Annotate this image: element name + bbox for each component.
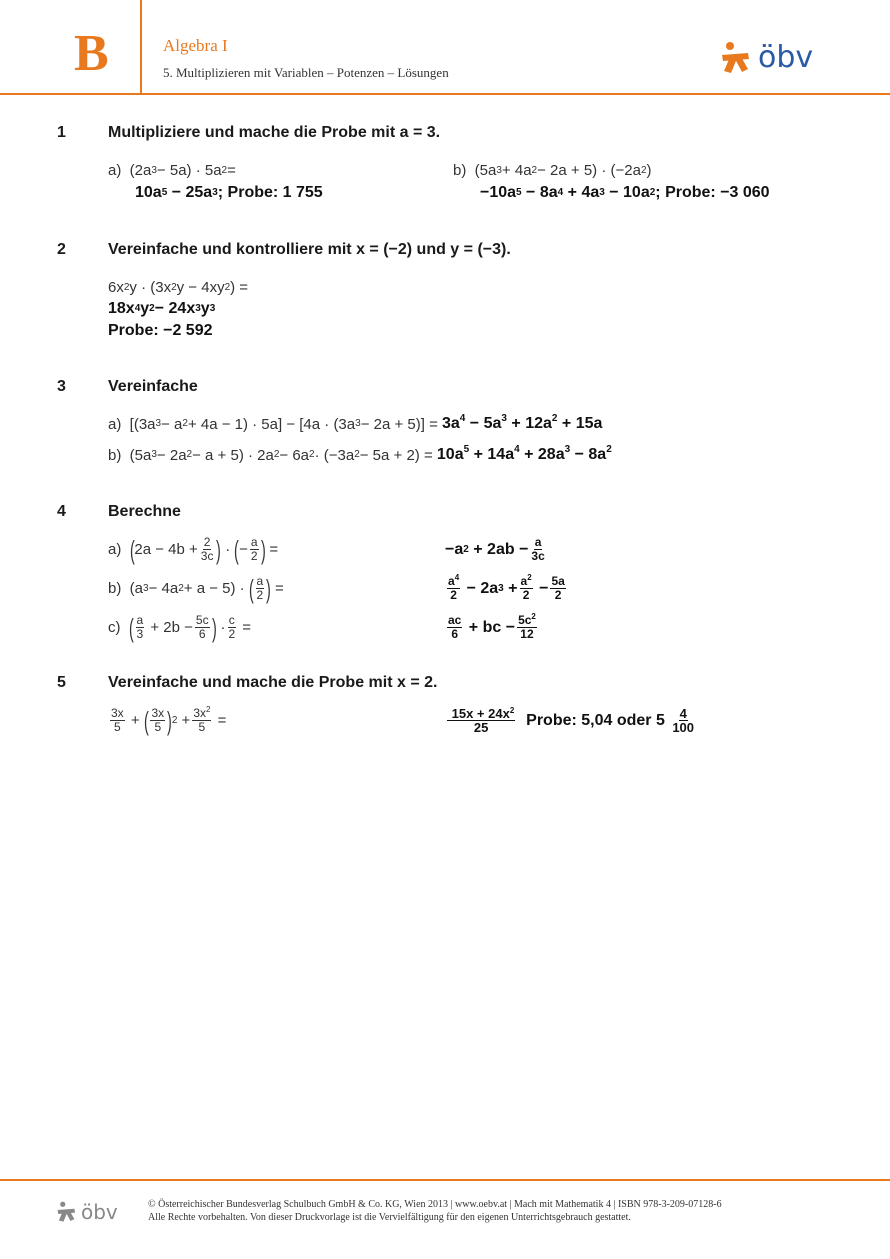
- task-1b-result: −10a 5 − 8a 4 + 4a 3 − 10a 2 ; Probe: −3 060: [480, 184, 770, 201]
- task-1a-label: a): [108, 162, 122, 179]
- task-2-result: 18x 4 y 2 − 24x 3 y 3: [108, 300, 216, 317]
- footer-logo-text: öbv: [81, 1200, 118, 1224]
- task-1a-probe: ; Probe: 1 755: [217, 184, 323, 201]
- task-1-number: 1: [57, 124, 66, 141]
- task-2-probe: Probe: −2 592: [108, 322, 213, 339]
- task-4-title: Berechne: [108, 503, 181, 520]
- header-rule: [0, 93, 890, 95]
- header-divider: [140, 0, 142, 94]
- task-2-number: 2: [57, 241, 66, 258]
- task-5-probe: Probe: 5,04 oder 5: [526, 711, 665, 729]
- task-4c-result: $\frac{ac}{6}$ + bc − $\frac{5c^2}{12}$: [448, 612, 536, 641]
- task-4a-result: −a 2 + 2ab − $\frac{a}{3c}$: [445, 535, 545, 563]
- task-4a-problem: a) ( 2a − 4b + $\frac{2}{3c}$ ) · ( − $\frac{a}{2}$ ) =: [108, 534, 279, 565]
- task-2-title: Vereinfache und kontrolliere mit x = (−2) und y = (−3).: [108, 241, 511, 258]
- footer-rule: [0, 1179, 890, 1181]
- task-1-title: Multipliziere und mache die Probe mit a = 3.: [108, 124, 441, 141]
- task-5-title: Vereinfache und mache die Probe mit x = 2.: [108, 674, 438, 691]
- task-5-result: $\frac{15x + 24x^2}{25}$ Probe: 5,04 oder 5 $\frac{4}{100}$: [448, 706, 695, 735]
- task-1b-problem: b) (5a 3 + 4a 2 − 2a + 5) · (−2a 2 ): [453, 162, 652, 179]
- task-4b-problem: b) (a 3 − 4a 2 + a − 5) · ( $\frac{a}{2}$ ) =: [108, 573, 284, 604]
- page-subtitle: 5. Multiplizieren mit Variablen – Potenzen – Lösungen: [163, 65, 449, 80]
- footer-star-icon: [55, 1201, 77, 1223]
- task-4c-label: c): [108, 619, 121, 636]
- section-letter: B: [74, 25, 109, 82]
- task-4b-label: b): [108, 580, 122, 597]
- footer-logo: [55, 1200, 118, 1224]
- task-2-problem: 6x 2 y · (3x 2 y − 4xy 2 ) =: [108, 279, 249, 296]
- task-4c-problem: c) ( $\frac{a}{3}$ + 2b − $\frac{5c}{6}$ ) · $\frac{c}{2}$ =: [108, 612, 252, 643]
- task-4-number: 4: [57, 503, 66, 520]
- task-4a-label: a): [108, 541, 122, 558]
- task-1b-probe: ; Probe: −3 060: [655, 184, 770, 201]
- task-4b-result: $\frac{a^4}{2}$ − 2a 3 + $\frac{a^2}{2}$ − $\frac{5a}{2}$: [448, 573, 565, 602]
- task-3-title: Vereinfache: [108, 378, 198, 395]
- task-3-number: 3: [57, 378, 66, 395]
- task-1b-label: b): [453, 162, 467, 179]
- page-title: Algebra I: [163, 36, 228, 55]
- oebv-logo-text: öbv: [758, 40, 814, 75]
- task-3b-label: b): [108, 446, 122, 464]
- task-3a: a) [(3a 3 − a 2 + 4a − 1) · 5a] − [4a · (3a 3 − 2a + 5)] = $3a^4 - 5a^3 + 12a^2 + 15a$: [108, 413, 603, 433]
- footer-copyright: © Österreichischer Bundesverlag Schulbuch GmbH & Co. KG, Wien 2013 | www.oebv.at | Mach mit Mathematik 4 | ISBN 978-3-209-07128-6: [148, 1199, 722, 1210]
- task-5-problem: $\frac{3x}{5}$ + ( $\frac{3x}{5}$ ) 2 + $\frac{3x^2}{5}$ =: [111, 705, 227, 736]
- task-3b: b) (5a 3 − 2a 2 − a + 5) · 2a 2 − 6a 2 · (−3a 2 − 5a + 2) = $10a^5 + 14a^4 + 28a^3 - 8a^2$: [108, 444, 612, 464]
- task-1a-problem: a) (2a 3 − 5a) · 5a 2 =: [108, 162, 236, 179]
- oebv-star-icon: [718, 41, 752, 75]
- task-5-number: 5: [57, 674, 66, 691]
- footer-rights: Alle Rechte vorbehalten. Von dieser Druckvorlage ist die Vervielfältigung für den eigenen Unterrichtsgebrauch gestattet.: [148, 1212, 631, 1223]
- oebv-logo: [718, 40, 813, 75]
- task-1a-result: 10a 5 − 25a 3 ; Probe: 1 755: [135, 184, 323, 201]
- task-3a-label: a): [108, 415, 122, 433]
